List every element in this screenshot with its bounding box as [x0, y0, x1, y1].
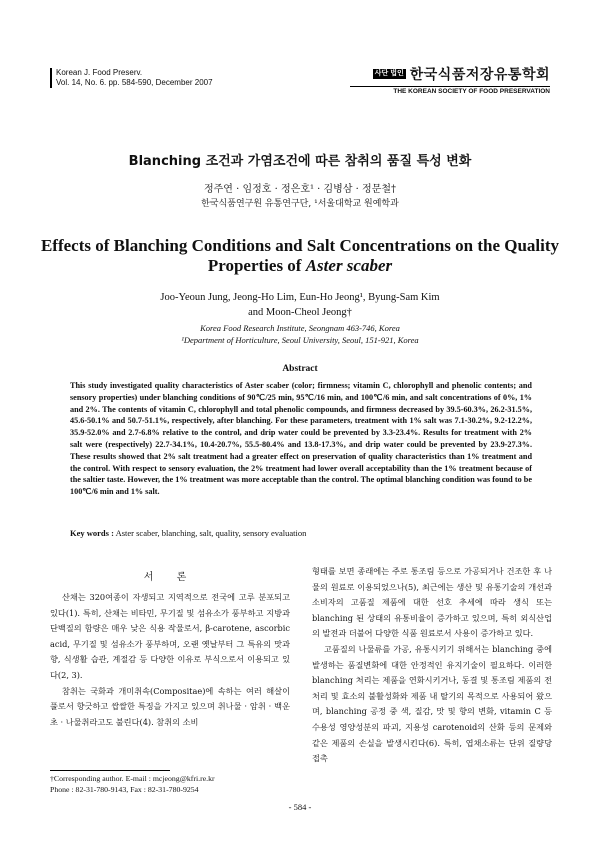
- society-name-korean: 한국식품저장유통학회: [409, 67, 550, 83]
- keywords-label: Key words :: [70, 528, 114, 538]
- page-number: - 584 -: [288, 802, 312, 812]
- affiliation-english-line2: ¹Department of Horticulture, Seoul University, Seoul, 151-921, Korea: [181, 335, 419, 345]
- journal-volume: Vol. 14, No. 6. pp. 584-590, December 2007: [56, 78, 213, 87]
- society-name-english: THE KOREAN SOCIETY OF FOOD PRESERVATION: [350, 86, 550, 95]
- authors-english-line1: Joo-Yeoun Jung, Jeong-Ho Lim, Eun-Ho Jeong¹, Byung-Sam Kim: [160, 292, 440, 303]
- society-logo: [350, 64, 550, 95]
- section-heading-introduction: 서 론: [143, 572, 197, 583]
- society-badge: 사단 법인: [374, 70, 404, 77]
- authors-english-line2: and Moon-Cheol Jeong†: [248, 307, 352, 318]
- body-column-left: [50, 590, 290, 730]
- affiliation-english-line1: Korea Food Research Institute, Seongnam 463-746, Korea: [200, 323, 400, 333]
- title-english-species: Aster scaber: [305, 256, 393, 275]
- paragraph: 형태를 보면 종래에는 주로 통조림 등으로 가공되거나 건조한 후 나물의 원료로 이용되었으나(5), 최근에는 생산 및 유통기술의 개선과 소비자의 고품질 제품에 대한 선호 추세에 따라 생식 또는 blanching 된 상태의 유통비율이 증가하고 있으며, 특히 외식산업의 발전과 더불어 다양한 식품 원료로서 사용이 증가하고 있다.: [312, 566, 552, 639]
- footnote-divider: [50, 770, 170, 771]
- footnote-email: †Corresponding author. E-mail : mcjeong@kfri.re.kr: [50, 774, 215, 783]
- journal-citation: [50, 68, 213, 88]
- affiliation-korean: 한국식품연구원 유통연구단, ¹서울대학교 원예학과: [201, 199, 399, 209]
- paragraph: 참취는 국화과 개미취속(Compositae)에 속하는 여러 해살이 풀로서 향긋하고 쌉쌀한 특징을 가지고 있으며 취나물 · 암취 · 백운초 · 나물취라고도 불린다(4). 참취의 소비: [50, 685, 290, 727]
- authors-english: [60, 290, 540, 320]
- body-column-right: [312, 564, 552, 767]
- title-english: [40, 236, 560, 276]
- title-english-main: Effects of Blanching Conditions and Salt Concentrations on the Quality Properties of: [40, 236, 560, 275]
- title-korean: Blanching 조건과 가염조건에 따른 참취의 품질 특성 변화: [128, 154, 472, 169]
- paragraph: 산채는 320여종이 자생되고 지역적으로 전국에 고루 분포되고 있다(1). 특히, 산채는 비타민, 무기질 및 섬유소가 풍부하고 지방과 단백질의 함량은 매우 낮은 식용 작물로서, β-carotene, ascorbic acid, 무기질 및 섬유소가 풍부하며, 오랜 옛날부터 그 특유의 맛과 향, 식생활 습관, 계절감 등 다양한 이유로 부식으로서 이용되고 있다(2, 3).: [50, 592, 290, 680]
- keywords-text: Aster scaber, blanching, salt, quality, sensory evaluation: [115, 528, 307, 538]
- affiliation-english: [60, 322, 540, 346]
- authors-korean: 정주연 · 임정호 · 정은호¹ · 김병삼 · 정문철†: [203, 184, 397, 195]
- footnote-phone: Phone : 82-31-780-9143, Fax : 82-31-780-9254: [50, 784, 199, 794]
- paragraph: 고품질의 나물류를 가공, 유통시키기 위해서는 blanching 중에 발생하는 품질변화에 대한 안정적인 유지기술이 필요하다. 이러한 blanching 처리는 제품을 연화시키거나, 동결 및 통조림 제품의 전처리 및 효소의 불활성화와 제품 내 탈기의 목적으로 사용되어 왔으며, blanching 공정 중 색, 질감, 맛 및 향의 변화, vitamin C 등 수용성 영양성분의 파괴, 지용성 carotenoid의 산화 등의 문제와 같은 제품의 손실을 발생시킨다(6). 특히, 엽채소류는 단위 질량당 접촉: [312, 643, 552, 764]
- abstract-text: This study investigated quality characteristics of Aster scaber (color; firmness; vitamin C, chlorophyll and phenolic contents; and sensory properties) under blanching conditions of 90℃/25 min, 95℃/16 min, and 100℃/6 min, and salt concentrations of 0%, 1% and 2%. The contents of vitamin C, chlorophyll and total phenolic compounds, and firmness decreased by 39.5-60.3%, 26.2-31.5%, 45.6-50.1% and 50.7-51.1%, respectively, after blanching. For these parameters, treatment with 1% salt was 7.1-30.2%, 9.2-12.2%, 35.9-52.0% and 2.7-6.8% relative to the control, and drip water could be prevented by 3.3-23.4%. Results for treatment with 2% salt were (respectively) 22.7-34.1%, 10.4-20.7%, 55.5-80.4% and 13.8-17.3%, and drip water could be prevented by 23.9-27.3%. These results showed that 2% salt treatment had a greater effect on preservation of quality characteristics than 1% treatment and the control. With respect to sensory evaluation, the 2% treatment had lower overall acceptability than the 1% treatment because of the saltier taste. However, the 1% treatment was more acceptable than the control. The optimal blanching condition was found to be 100℃/6 min and 1% salt.: [70, 381, 532, 497]
- abstract-heading: Abstract: [282, 364, 318, 374]
- keywords: [70, 528, 532, 538]
- journal-name: Korean J. Food Preserv.: [56, 68, 143, 77]
- footnote: [50, 774, 300, 795]
